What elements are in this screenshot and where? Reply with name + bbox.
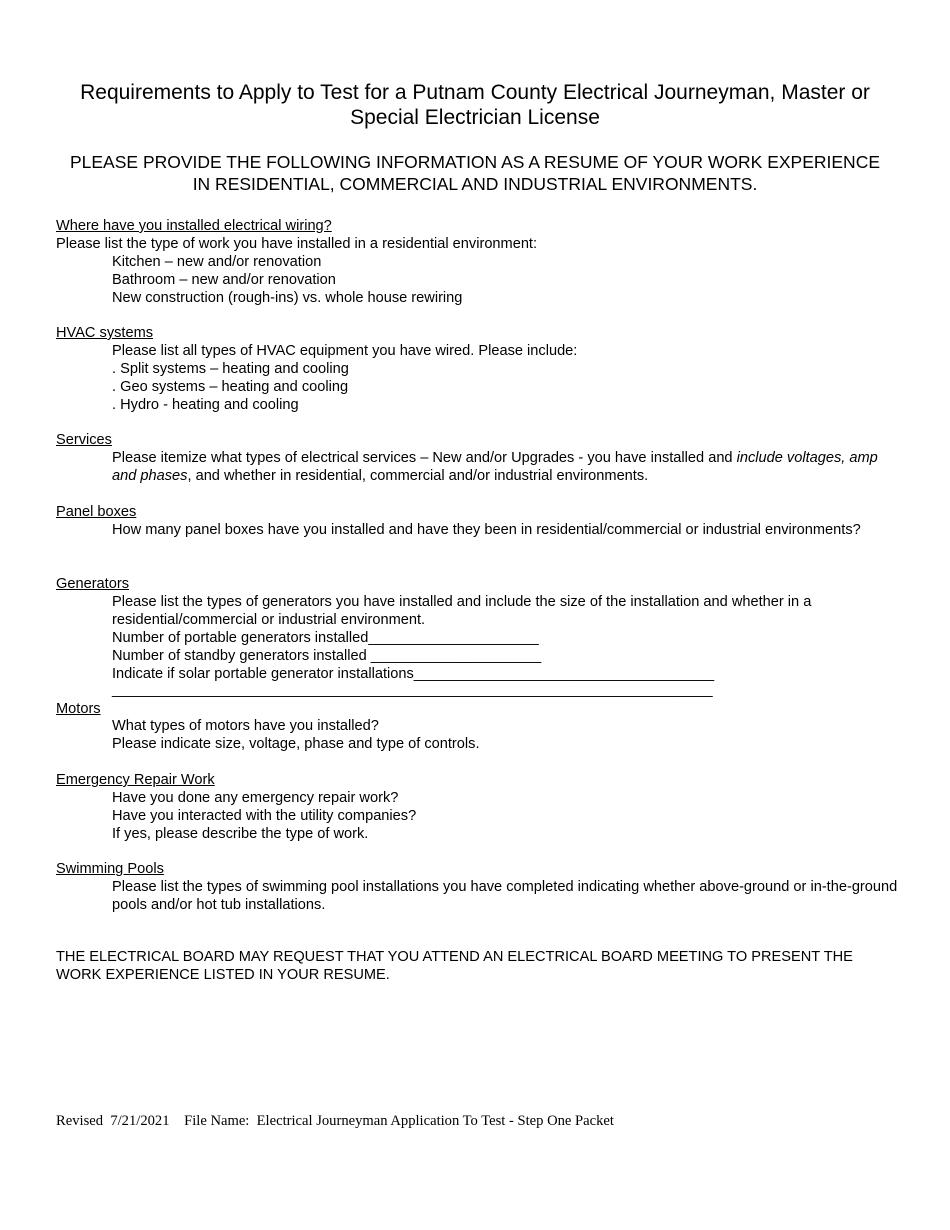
panel-boxes-heading: Panel boxes: [56, 504, 137, 520]
services-text-end: , and whether in residential, commercial and/or industrial environments.: [187, 468, 649, 484]
panel-boxes-text: How many panel boxes have you installed and have they been in residential/commercial or industrial environments?: [112, 522, 861, 538]
hvac-item-split: . Split systems – heating and cooling: [112, 361, 349, 377]
motors-item-size: Please indicate size, voltage, phase and type of controls.: [112, 736, 480, 752]
wiring-item-new-construction: New construction (rough-ins) vs. whole house rewiring: [112, 290, 463, 306]
hvac-heading: HVAC systems: [56, 325, 154, 341]
generators-heading: Generators: [56, 576, 130, 592]
pools-text: Please list the types of swimming pool installations you have completed indicating whether above-ground or in-the-ground pools and/or hot tub installations.: [112, 879, 898, 913]
emergency-item-utility: Have you interacted with the utility companies?: [112, 808, 417, 824]
wiring-intro: Please list the type of work you have installed in a residential environment:: [56, 236, 538, 252]
services-heading: Services: [56, 432, 112, 448]
closing-notice: THE ELECTRICAL BOARD MAY REQUEST THAT YOU ATTEND AN ELECTRICAL BOARD MEETING TO PRESENT THE WORK EXPERIENCE LISTED IN YOUR RESUME.: [56, 949, 853, 983]
motors-heading: Motors: [56, 701, 101, 717]
services-text-emphasis: include voltages, amp and phases: [112, 450, 878, 484]
hvac-intro: Please list all types of HVAC equipment you have wired. Please include:: [112, 343, 578, 359]
portable-generators-line: Number of portable generators installed_____________________: [112, 630, 539, 646]
motors-item-types: What types of motors have you installed?: [112, 718, 379, 734]
document-title: Requirements to Apply to Test for a Putnam County Electrical Journeyman, Master or Special Electrician License: [80, 81, 870, 129]
services-text-start: Please itemize what types of electrical services – New and/or Upgrades - you have installed and: [112, 450, 737, 466]
emergency-item-describe: If yes, please describe the type of work.: [112, 826, 369, 842]
hvac-item-hydro: . Hydro - heating and cooling: [112, 397, 299, 413]
revision-footer: Revised 7/21/2021 File Name: Electrical Journeyman Application To Test - Step One Packet: [56, 1113, 614, 1129]
standby-generators-line: Number of standby generators installed _____________________: [112, 648, 542, 664]
emergency-heading: Emergency Repair Work: [56, 772, 215, 788]
services-text: [112, 449, 902, 485]
wiring-heading: Where have you installed electrical wiring?: [56, 218, 332, 234]
emergency-item-repair: Have you done any emergency repair work?: [112, 790, 399, 806]
generators-blank-line: __________________________________________________________________________: [112, 682, 713, 698]
pools-heading: Swimming Pools: [56, 861, 164, 877]
generators-text: Please list the types of generators you have installed and include the size of the installation and whether in a residential/commercial or industrial environment.: [112, 594, 812, 628]
document-subtitle: PLEASE PROVIDE THE FOLLOWING INFORMATION AS A RESUME OF YOUR WORK EXPERIENCE IN RESIDENTIAL, COMMERCIAL AND INDUSTRIAL ENVIRONMENTS.: [69, 152, 881, 194]
wiring-item-bathroom: Bathroom – new and/or renovation: [112, 272, 336, 288]
wiring-item-kitchen: Kitchen – new and/or renovation: [112, 254, 322, 270]
hvac-item-geo: . Geo systems – heating and cooling: [112, 379, 349, 395]
solar-generators-line: Indicate if solar portable generator installations_____________________________________: [112, 666, 715, 682]
